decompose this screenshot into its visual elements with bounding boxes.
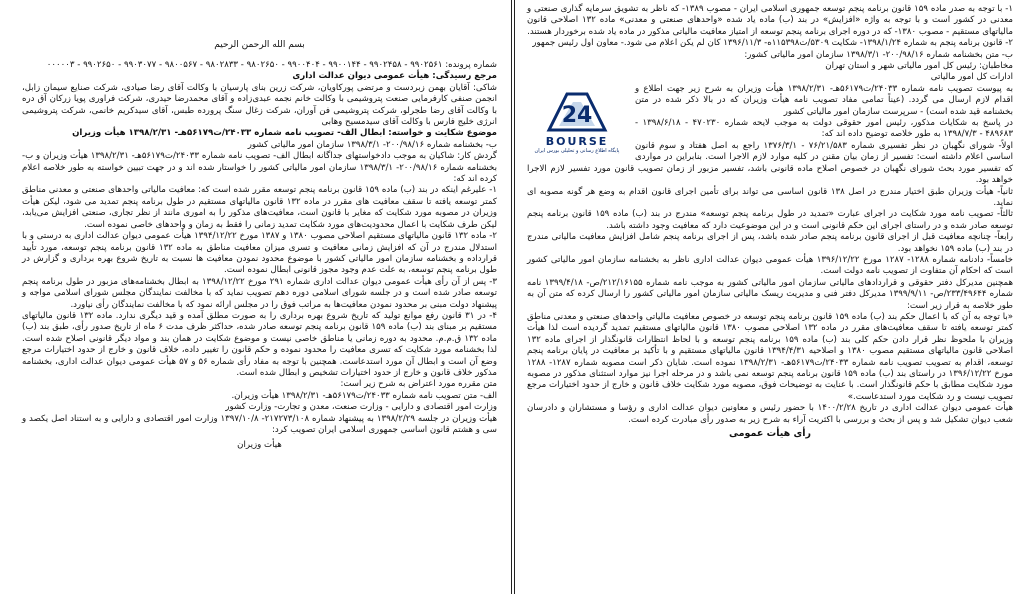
government-response-intro: در پاسخ به شکایات مذکور، رئیس امور حقوقی دولت به موجب لایحه شماره ۴۷۰۲۳۰ - ۱۳۹۸/۶/۱۸ - ۴۸۹۶۸۳ - ۱۳۹۸/۷/۳ به طور خلاصه توضیح داده اند که: bbox=[635, 118, 1013, 140]
argument-3: ۳- پس از آن رأی هیأت عمومی دیوان عدالت اداری شماره ۲۹۱ مورخ ۱۳۹۸/۱۲/۲۲ به ابطال بخشنامه‌های مزبور در طول برنامه پنجم توسعه صادر شده است و در جلسه شورای اسلامی دوره دهم تصویب نماید که با مخالفت نمایندگان مجلس شورای اسلامی مواجه و پیشنهاد دولت مبنی بر محدود نمودن معافیت‌ها به مراتب فوق را در مجلس ارائه نمود که با مخالفت نمایندگان رأی نیاورد. bbox=[22, 276, 497, 310]
response-second: ثانیاً- هیأت وزیران طبق اختیار مندرج در اصل ۱۳۸ قانون اساسی می تواند برای تأمین اجرای قانون اقدام به وضع هر گونه مصوبه ای نماید. bbox=[527, 186, 1013, 208]
tax-office-quote: «با توجه به آن که با اعمال حکم بند (ب) ماده ۱۵۹ قانون برنامه پنجم توسعه در خصوص معافیت مالیاتی واحدهای صنعتی و معدنی مناطق کمتر توسعه یافته تا سقف معافیت‌های مقرر در ماده ۱۳۲ اصلاحی مصوب ۱۳۸۰ قانون مالیاتهای مستقیم تمدید گردیده است لذا هیأت وزیران با ملحوظ نظر قرار دادن حکم کلی بند (ب) ماده ۱۵۹ برنامه پنجم توسعه و با لحاظ انتظارات قانونگذار از اجرای ماده ۱۳۲ اصلاحی قانون مالیاتهای مستقیم مصوب ۱۳۸۰ و اصلاحیه ۱۳۹۴/۴/۳۱ قانون مالیاتهای مستقیم و با تأکید بر معافیت در پایان برنامه پنجم توسعه، اقدام به تصویب تصویب نامه شماره ۲۴۰۳۳/ت۵۶۱۷۹هـ- ۱۳۹۸/۲/۳۱ نموده است. شایان ذکر است مصوبه شماره ۱۲۸۷- ۱۲۸۸ مورخ ۱۳۹۶/۱۲/۲۲ در راستای بند (ب) ماده ۱۵۹ قانون برنامه پنجم توسعه نمی باشد و در مرحله اجرا نیز موارد استثنای مذکور در مصوبه مورد شکایت مطابق با حکم قانونگذار است. با عنایت به توضیحات فوق، مصوبه مورد شکایت خلاف قانون و خارج از حدود اختیارات مرجع تصویب نیست و رد شکایت مورد استدعاست.» bbox=[527, 311, 1014, 402]
circular-addressees-2: ادارات کل امور مالیاتی bbox=[930, 72, 1013, 83]
contested-text-a: الف- متن تصویب نامه شماره ۲۴۰۳۳/ت۵۶۱۷۹هـ- ۱۳۹۸/۲/۳۱ هیأت وزیران. bbox=[231, 390, 497, 401]
response-fifth: خامساً- دادنامه شماره ۱۲۸۸- ۱۲۸۷ مورخ ۱۳۹۶/۱۲/۲۲ هیأت عمومی دیوان عدالت اداری ناظر به بخشنامه سازمان امور مالیاتی کشور است که احکام آن متفاوت از تصویب نامه دولت است. bbox=[527, 254, 1013, 277]
plaintiffs-paragraph: شاکی: آقایان بهمن زبردست و مرتضی پورکاویان، شرکت زرین بنای پارسیان با وکالت آقای رضا صیادی، شرکت صنایع سیمان زابل، انجمن صنفی کارفرمایی صنعت پتروشیمی با وکالت خانم نجمه عبدی‌زاده و آقای محمدرضا حیدری، شرکت فراوری پویا زرکان آق دره با وکالت آقای رضا طجرلو، شرکت پتروشیمی فن آوران، شرکت زغال سنگ پرورده طبس، آقای سیدکریم خانمی، شرکت پتروشیمی انرژی خلیج فارس با وکالت آقای سیدمسیح وهابی bbox=[22, 82, 497, 128]
workflow-paragraph: گردش کار: شاکیان به موجب دادخواستهای جداگانه ابطال الف- تصویب نامه شماره ۲۴۰۳۳/ت۵۶۱۷۹هـ- ۱۳۹۸/۲/۳۱ هیأت وزیران و ب- بخشنامه شماره ۲۰۰/۹۸/۱۶- ۱۳۹۸/۳/۱ سازمان امور مالیاتی کشور را خواستار شده اند و در جهت تبیین خواسته به طور خلاصه اعلام کرده اند که: bbox=[22, 151, 497, 185]
circular-addressees: مخاطبان: رئیس کل امور مالیاتی شهر و استان تهران bbox=[825, 61, 1013, 72]
logo-wordmark: BOURSE bbox=[545, 134, 609, 148]
resolution-item-2: ۲- قانون برنامه پنجم به شماره ۱۳۹۸/۱/۲۴- شکایت ۵۳۰۹/ت۱۱۵۳۹۸ه- ۱۳۹۶/۱۱/۳ کان لم یکن اعلام می شود.- معاون اول رئیس جمهور bbox=[532, 38, 1013, 49]
circular-title: ب- متن بخشنامه شماره ۲۰۰/۹۸/۱۶- ۱۳۹۸/۳/۱ سازمان امور مالیاتی کشور: bbox=[744, 49, 1013, 60]
complaint-subject: موضوع شکایت و خواسته: ابطال الف- تصویب نامه شماره ۲۴۰۳۳/ت۵۶۱۷۹هـ- ۱۳۹۸/۲/۳۱ هیأت وزیران bbox=[72, 128, 497, 139]
contested-text-intro: متن مقرره مورد اعتراض به شرح زیر است: bbox=[340, 379, 497, 390]
cabinet-resolution: هیأت وزیران در جلسه ۱۳۹۸/۲/۲۹ به پیشنهاد شماره ۲۱۷۲۷۳/۱۰۸- ۱۳۹۷/۱۰/۸ وزارت امور اقتصادی و دارایی و به استناد اصل یکصد و سی و هشتم قانون اساسی جمهوری اسلامی ایران تصویب کرد: bbox=[22, 413, 497, 435]
ministries-line: وزارت امور اقتصادی و دارایی - وزارت صنعت، معدن و تجارت- وزارت کشور bbox=[225, 402, 497, 413]
logo-number: 24 bbox=[561, 102, 593, 128]
argument-1: ۱- علیرغم اینکه در بند (ب) ماده ۱۵۹ قانون برنامه پنجم توسعه مقرر شده است که: معافیت مالیاتی واحدهای صنعتی و معدنی مناطق کمتر توسعه یافته تا سقف معافیت های مقرر در ماده ۱۳۲ قانون مالیاتهای مستقیم در طول برنامه پنجم تمدید می شود، لیکن هیأت وزیران در مصوبه مورد شکایت که مغایر با قانون است، معافیت‌های مذکور را به اموری مانند از نظر تجاری، صنعتی افزایش می‌یابد، لیکن طرف شکایت با اعمال محدودیت‌های مورد شکایت تمدید زمانی را فقط به زمان و واحدهای خاصی نموده است. bbox=[22, 185, 498, 230]
reviewing-authority: مرجع رسیدگی: هیأت عمومی دیوان عدالت اداری bbox=[292, 71, 497, 82]
case-number: شماره پرونده: ۹۹۰۲۵۶۱ - ۹۹۰۲۴۵۸ - ۹۹۰۰۱۴۴ - ۹۹۰۰۴۰۴ - ۹۸۰۲۶۵۰ - ۹۸۰۲۸۳۳ - ۹۸۰۰۵۶۷ - ۹۹۰۳۰۷۷ - ۹۹۰۲۶۵۰ - ۰۰۰۰۰۳ bbox=[46, 60, 497, 70]
complaint-subject-b: ب- بخشنامه شماره ۲۰۰/۹۸/۱۶- ۱۳۹۸/۳/۱ سازمان امور مالیاتی کشور bbox=[247, 139, 497, 150]
resolution-item-1: ۱- با توجه به صدر ماده ۱۵۹ قانون برنامه پنجم توسعه جمهوری اسلامی ایران - مصوب ۱۳۸۹- که ناظر به تشویق سرمایه گذاری صنعتی و معدنی در کشور است و با توجه به واژه «افزایش» در بند (ب) ماده یاد شده «واحدهای صنعتی و معدنی» ماده ۱۳۲ اصلاحی قانون مالیاتهای مستقیم - مصوب ۱۳۸۰- که در دوره اجرای برنامه پنجم توسعه از امتیاز معافیت مالیاتی مذکور در ماده یاد شده برخوردار هستند. bbox=[527, 4, 1014, 37]
cabinet-signature: هیأت وزیران bbox=[237, 440, 282, 451]
bourse24-logo-icon bbox=[529, 88, 625, 136]
right-document-page bbox=[514, 0, 1023, 594]
bourse24-logo bbox=[527, 88, 627, 154]
session-paragraph: هیأت عمومی دیوان عدالت اداری در تاریخ ۱۴۰۰/۲/۲۸ با حضور رئیس و معاونین دیوان عدالت اداری و رؤسا و مستشاران و دادرسان شعب دیوان تشکیل شد و پس از بحث و بررسی با اکثریت آراء به شرح زیر به صدور رأی مبادرت کرده است. bbox=[527, 403, 1013, 425]
bismillah-heading: بسم الله الرحمن الرحیم bbox=[214, 40, 305, 50]
response-fourth: رابعاً- چنانچه معافیت قبل از اجرای قانون برنامه پنجم صادر شده باشد، پس از اجرای برنامه پنجم شامل افزایش معافیت مالیاتی مندرج در بند (ب) ماده ۱۵۹ نخواهد بود. bbox=[527, 232, 1013, 254]
argument-2: ۲- ماده ۱۳۲ قانون مالیاتهای مستقیم اصلاحی مصوب ۱۳۸۰ و ۱۳۸۷ مورخ ۱۳۹۴/۱۲/۲۲ هیأت عمومی دیوان عدالت اداری به درستی و با استدلال مندرج در آن که افزایش زمانی معافیت و تسری میزان معافیت مناطق به ماده ۱۳۲ قانون برنامه پنجم توسعه، مورد تأیید قرارداده و بخشنامه سازمان امور مالیاتی کشور با موضوع محدود نمودن معافیت ها نسبت به تاریخ شروع بهره برداری و گزارش در طول برنامه پنجم توسعه، به علت عدم وجود مجوز قانونی ابطال نموده است. bbox=[22, 231, 497, 276]
logo-caption: پایگاه اطلاع رسانی و تحلیلی بورس ایران bbox=[534, 147, 620, 154]
verdict-heading: رأی هیأت عمومی bbox=[729, 428, 811, 440]
response-third: ثالثاً- تصویب نامه مورد شکایت در اجرای عبارت «تمدید در طول برنامه پنجم توسعه» مندرج در بند (ب) ماده ۱۵۹ قانون برنامه پنجم توسعه صادر شده و در راستای اجرای این حکم قانونی است و در این موضوعیت دارد که معافیت وجود داشته باشد. bbox=[527, 209, 1013, 231]
circular-body: به پیوست تصویب نامه شماره ۲۴۰۳۳/ت۵۶۱۷۹هـ- ۱۳۹۸/۲/۳۱ هیأت وزیران به شرح زیر جهت اطلاع و اقدام لازم ارسال می گردد. (عیناً تمامی مفاد تصویب نامه هیأت وزیران که در بالا ذکر شده در متن بخشنامه قید شده است) - سرپرست سازمان امور مالیاتی کشور bbox=[635, 83, 1014, 117]
argument-4: ۴- در ۳۱ قانون رفع موانع تولید که تاریخ شروع بهره برداری را به صورت مطلق آمده و قید دیگری ندارد. ماده ۱۳۲ قانون مالیاتهای مستقیم بر مبنای بند (ب) ماده ۱۵۹ قانون برنامه پنجم توسعه صادر شده، حداکثر ظرف مدت ۶ ماه از تاریخ صدور رأی، طبق بند (ب) ماده ۱۳۲ ق.م.م. محدود به دوره زمانی یا مناطق خاصی نیست و موضوع شکایت در همان بند و مواد دیگر قانونی اصلاح شده است. لذا بخشنامه مورد شکایت که تسری معافیت را محدود نموده و حکم قانون را تغییر داده، خلاف قانون و خارج از حدود اختیارات مرجع وضع آن است و ابطال آن مورد استدعاست. همچنین با توجه به مفاد رأی شماره ۵۶ و ۵۷ هیأت عمومی دیوان عدالت اداری، بخشنامه مذکور خلاف قانون و خارج از حدود اختیارات تشخیص و ابطال شده است. bbox=[22, 310, 497, 378]
tax-office-response: همچنین مدیرکل دفتر حقوقی و قراردادهای مالیاتی سازمان امور مالیاتی کشور به موجب نامه شماره ۲۱۲/۱۶۱۵۵/ص- ۱۳۹۹/۴/۱۸ نامه شماره ۲۳۳/۴۹۶۴۴/ص- ۱۳۹۹/۹/۱۱ مدیرکل دفتر فنی و مدیریت ریسک مالیاتی سازمان امور مالیاتی کشور را ارسال کرده که متن آن به طور خلاصه به قرار زیر است: bbox=[527, 277, 1014, 311]
response-first: اولاً- شورای نگهبان در نظر تفسیری شماره ۷۶/۲۱/۵۸۳ - ۱۳۷۶/۳/۱ راجع به اصل هفتاد و سوم قانون اساسی اعلام داشته است: تفسیر از زمان بیان مقنن در کلیه موارد لازم الاجرا است. بنابراین در مواردی که تفسیر مورد بحث شورای نگهبان در خصوص اصلاح ماده قانونی باشد، تفسیر مزبور از زمان تصویب قانون مورد تفسیر لازم الاجرا خواهد بود. bbox=[527, 140, 1013, 186]
